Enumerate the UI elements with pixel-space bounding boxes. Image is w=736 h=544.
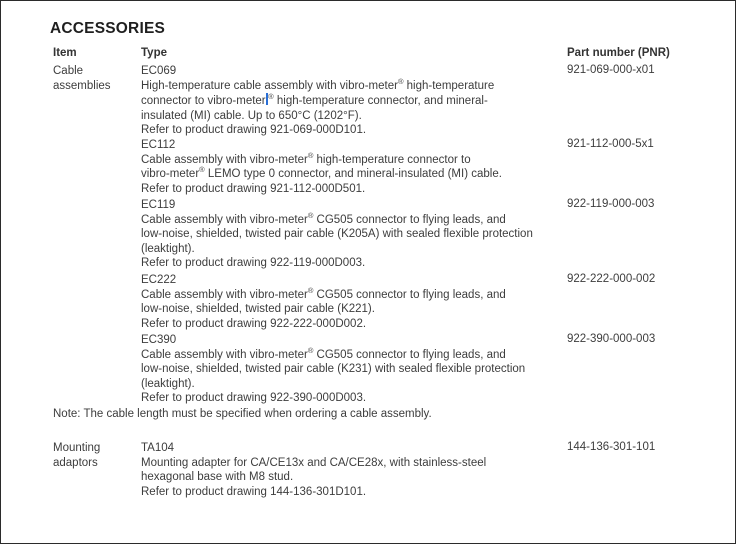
accessory-entry-ec069 [141, 64, 561, 138]
registered-mark: ® [397, 76, 404, 86]
type-code: EC222 [141, 274, 177, 286]
cable-length-note: Note: The cable length must be specified when ordering a cable assembly. [53, 408, 432, 420]
header-part-number: Part number (PNR) [567, 47, 670, 59]
part-number: 921-112-000-5x1 [567, 138, 654, 150]
type-description-line: low-noise, shielded, twisted pair cable (K205A) with sealed flexible protection [141, 228, 533, 241]
type-description-line: insulated (MI) cable. Up to 650°C (1202°F). [141, 109, 362, 122]
section-title: ACCESSORIES [50, 20, 166, 37]
type-code: EC069 [141, 65, 177, 77]
type-description-line: connector to vibro-meter ® high-temperature connector, and mineral- [141, 92, 488, 108]
drawing-reference: Refer to product drawing 921-112-000D501. [141, 182, 366, 195]
type-code: EC112 [141, 139, 176, 151]
type-code: EC119 [141, 199, 176, 211]
registered-mark: ® [307, 345, 314, 355]
part-number: 922-390-000-003 [567, 333, 656, 345]
type-description-line: Cable assembly with vibro-meter® CG505 connector to flying leads, and [141, 345, 506, 361]
type-description-line: low-noise, shielded, twisted pair cable (K231) with sealed flexible protection [141, 363, 526, 376]
part-number: 144-136-301-101 [567, 441, 656, 453]
part-number: 922-222-000-002 [567, 273, 656, 285]
part-number: 922-119-000-003 [567, 198, 655, 210]
accessory-entry-ec119 [141, 198, 561, 271]
registered-mark: ® [307, 210, 314, 220]
item-label-line: Mounting [53, 442, 101, 454]
registered-mark: ® [199, 165, 205, 175]
type-description-line: Cable assembly with vibro-meter® high-temperature connector to [141, 150, 471, 166]
drawing-reference: Refer to product drawing 922-390-000D003. [141, 392, 367, 405]
registered-mark: ® [307, 285, 314, 295]
item-label-line: assemblies [53, 79, 111, 92]
item-label-line: adaptors [53, 456, 98, 469]
type-description-line: vibro-meter® LEMO type 0 connector, and mineral-insulated (MI) cable. [141, 165, 502, 181]
drawing-reference: Refer to product drawing 921-069-000D101. [141, 124, 367, 137]
type-description-line: (leaktight). [141, 242, 195, 255]
drawing-reference: Refer to product drawing 922-222-000D002. [141, 317, 367, 330]
header-item: Item [53, 47, 77, 59]
type-description-line: hexagonal base with M8 stud. [141, 471, 294, 484]
type-code: EC390 [141, 334, 177, 346]
type-description-line: High-temperature cable assembly with vibro-meter® high-temperature [141, 76, 495, 92]
registered-mark: ® [307, 150, 314, 160]
type-description-line: (leaktight). [141, 377, 195, 390]
drawing-reference: Refer to product drawing 922-119-000D003. [141, 257, 366, 270]
type-description-line: Cable assembly with vibro-meter® CG505 connector to flying leads, and [141, 210, 506, 226]
accessory-entry-ec112 [141, 138, 561, 196]
accessory-entry-ec222 [141, 273, 561, 331]
type-description-line: Cable assembly with vibro-meter® CG505 connector to flying leads, and [141, 285, 506, 301]
accessory-entry-ta104 [141, 441, 561, 499]
accessory-entry-ec390 [141, 333, 561, 406]
header-type: Type [141, 47, 167, 59]
registered-mark: ® [268, 92, 274, 102]
type-description-line: Mounting adapter for CA/CE13x and CA/CE28x, with stainless-steel [141, 456, 487, 469]
type-code: TA104 [141, 442, 175, 454]
type-description-line: low-noise, shielded, twisted pair cable (K221). [141, 303, 375, 316]
part-number: 921-069-000-x01 [567, 64, 655, 76]
item-label-line: Cable [53, 65, 84, 77]
drawing-reference: Refer to product drawing 144-136-301D101. [141, 485, 367, 498]
